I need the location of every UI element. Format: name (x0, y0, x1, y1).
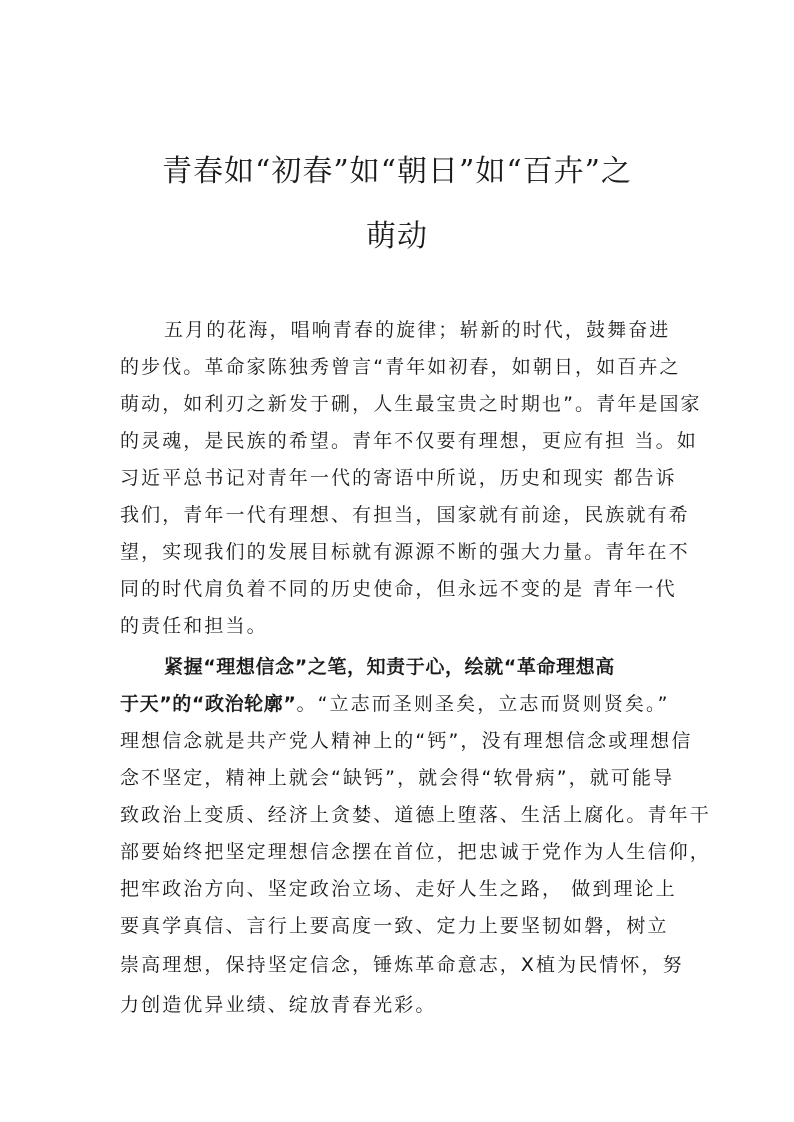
paragraph-line: 部要始终把坚定理想信念摆在首位，把忠诚于党作为人生信仰， (120, 841, 711, 863)
paragraph-line: 理想信念就是共产党人精神上的“钙”，没有理想信念或理想信 (120, 730, 693, 752)
quote-text: 。“立志而圣则圣矣，立志而贤则贤矣。” (296, 693, 670, 715)
paragraph-line (120, 692, 670, 716)
paragraph-bold-heading: 紧握“理想信念”之笔，知责于心，绘就“革命理想高 (164, 656, 615, 678)
paragraph-line: 的灵魂，是民族的希望。青年不仅要有理想，更应有担 当。如 (120, 430, 698, 452)
paragraph-line: 五月的花海，唱响青春的旋律；崭新的时代，鼓舞奋进 (164, 319, 671, 341)
paragraph-line: 同的时代肩负着不同的历史使命，但永远不变的是 青年一代 (120, 578, 677, 600)
paragraph-line: 我们，青年一代有理想、有担当，国家就有前途，民族就有希 (120, 504, 690, 526)
paragraph-line: 望，实现我们的发展目标就有源源不断的强大力量。青年在不 (120, 541, 690, 563)
paragraph-line: 的责任和担当。 (120, 615, 268, 637)
paragraph-line: 萌动，如利刃之新发于硎，人生最宝贵之时期也”。青年是国家 (120, 393, 702, 415)
paragraph-line: 要真学真信、言行上要高度一致、定力上要坚韧如磐，树立 (120, 915, 669, 937)
paragraph-line: 崇高理想，保持坚定信念，锤炼革命意志，X植为民情怀，努 (120, 954, 684, 976)
paragraph-line: 念不坚定，精神上就会“缺钙”，就会得“软骨病”，就可能导 (120, 767, 675, 789)
paragraph-line: 力创造优异业绩、绽放青春光彩。 (120, 994, 437, 1016)
paragraph-bold-heading-end: 于天”的“政治轮廓” (120, 693, 297, 715)
document-title-line-1: 青春如“初春”如“朝日”如“百卉”之 (161, 154, 633, 189)
paragraph-line: 的步伐。革命家陈独秀曾言“青年如初春，如朝日，如百卉之 (120, 356, 681, 378)
paragraph-line: 把牢政治方向、坚定政治立场、走好人生之路， 做到理论上 (120, 878, 677, 900)
paragraph-line: 致政治上变质、经济上贪婪、道德上堕落、生活上腐化。青年干 (120, 804, 711, 826)
document-title-line-2: 萌动 (366, 219, 428, 254)
paragraph-line: 习近平总书记对青年一代的寄语中所说，历史和现实 都告诉 (120, 467, 677, 489)
